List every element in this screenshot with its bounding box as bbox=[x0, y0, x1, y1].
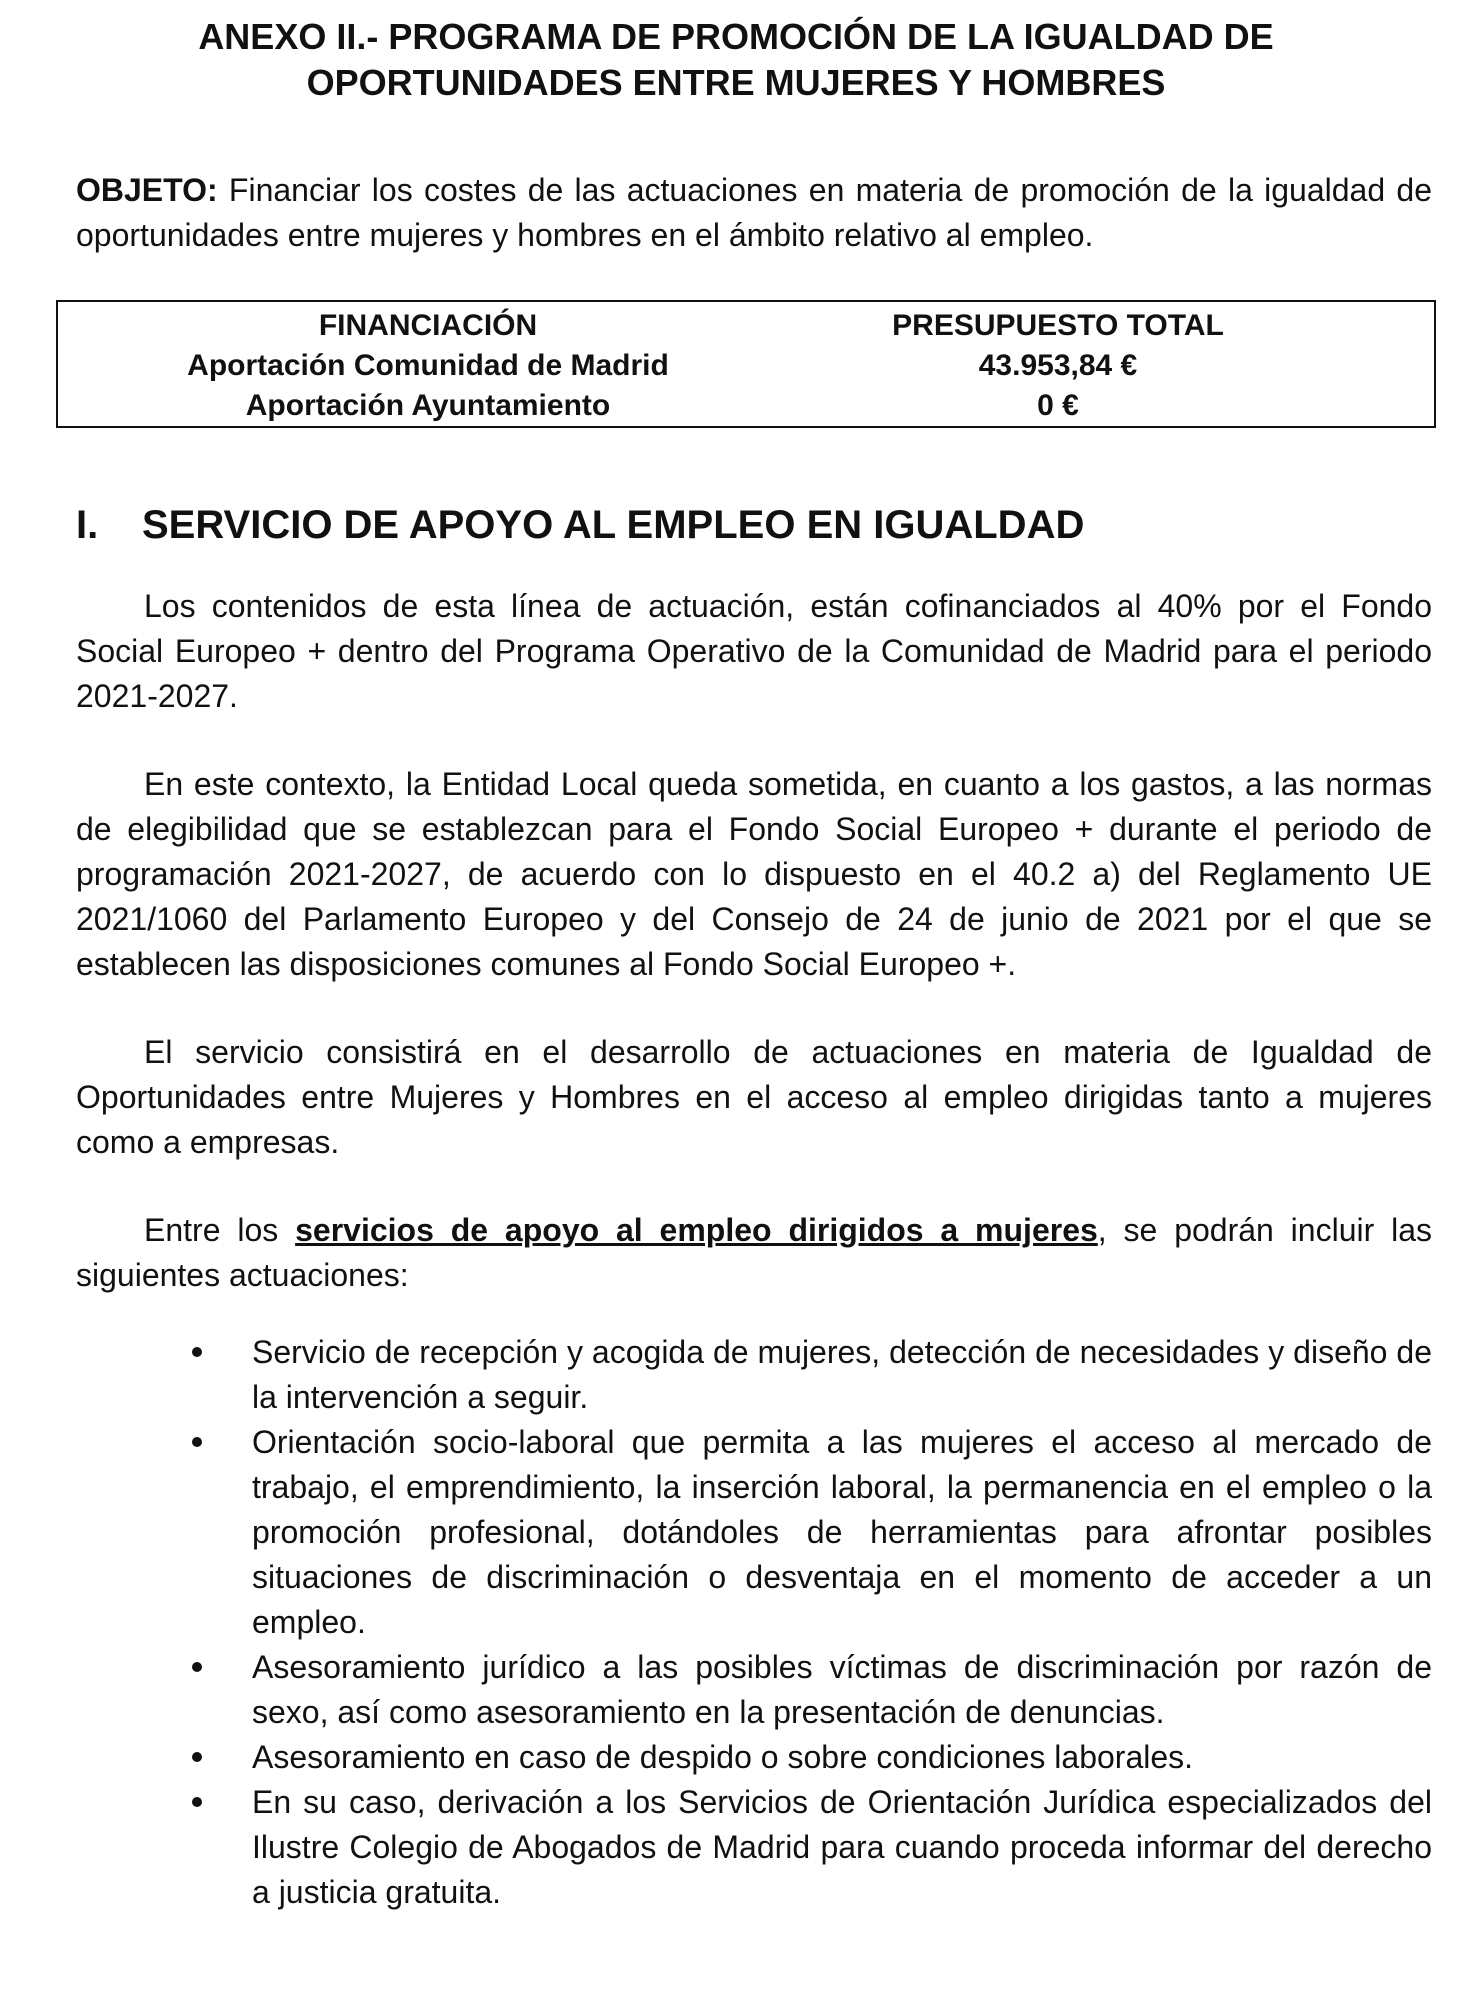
list-item-text: Orientación socio-laboral que permita a las mujeres el acceso al mercado de trabajo, el emprendimiento, la inserción laboral, la permanencia en el empleo o la promoción profesional, dotándoles de herramientas para afrontar posibles situaciones de discriminación o desventaja en el momento de acceder a un empleo. bbox=[252, 1424, 1432, 1640]
financing-row-value: 43.953,84 € bbox=[978, 349, 1138, 382]
bullet-icon bbox=[192, 1752, 202, 1762]
list-item bbox=[180, 1645, 1432, 1735]
financing-header-budget: PRESUPUESTO TOTAL bbox=[892, 309, 1224, 342]
bullet-icon bbox=[192, 1437, 202, 1447]
objeto-text: Financiar los costes de las actuaciones en materia de promoción de la igualdad de oportunidades entre mujeres y hombres en el ámbito relativo al empleo. bbox=[76, 172, 1432, 253]
list-item bbox=[180, 1420, 1432, 1645]
title-line-1: ANEXO II.- PROGRAMA DE PROMOCIÓN DE LA IGUALDAD DE bbox=[198, 16, 1274, 57]
section-number: I. bbox=[76, 503, 99, 547]
services-intro-after: , se podrán incluir las siguientes actuaciones: bbox=[76, 1212, 1433, 1293]
services-list bbox=[180, 1330, 1432, 1915]
list-item bbox=[180, 1735, 1432, 1780]
list-item-text: Servicio de recepción y acogida de mujeres, detección de necesidades y diseño de la intervención a seguir. bbox=[252, 1334, 1432, 1415]
paragraph-service: El servicio consistirá en el desarrollo de actuaciones en materia de Igualdad de Oportunidades entre Mujeres y Hombres en el acceso al empleo dirigidas tanto a mujeres como a empresas. bbox=[76, 1034, 1432, 1160]
financing-row bbox=[58, 346, 1434, 386]
list-item bbox=[180, 1780, 1432, 1915]
services-intro-before: Entre los bbox=[144, 1212, 296, 1248]
paragraph-services-intro bbox=[76, 1208, 1432, 1298]
objeto-paragraph bbox=[76, 168, 1432, 258]
financing-table bbox=[56, 300, 1436, 428]
paragraph-cofinancing: Los contenidos de esta línea de actuación, están cofinanciados al 40% por el Fondo Social Europeo + dentro del Programa Operativo de la Comunidad de Madrid para el periodo 2021-2027. bbox=[76, 588, 1432, 714]
financing-header-row bbox=[58, 306, 1434, 346]
financing-row-label: Aportación Ayuntamiento bbox=[245, 389, 611, 422]
financing-header-label: FINANCIACIÓN bbox=[318, 309, 538, 342]
objeto-label: OBJETO: bbox=[76, 172, 218, 208]
financing-row-label: Aportación Comunidad de Madrid bbox=[187, 349, 669, 382]
financing-row bbox=[58, 386, 1434, 426]
bullet-icon bbox=[192, 1347, 202, 1357]
section-title: SERVICIO DE APOYO AL EMPLEO EN IGUALDAD bbox=[142, 503, 1085, 547]
document-title bbox=[60, 14, 1412, 106]
list-item-text: En su caso, derivación a los Servicios de Orientación Jurídica especializados del Ilustre Colegio de Abogados de Madrid para cuando proceda informar del derecho a justicia gratuita. bbox=[252, 1784, 1432, 1910]
services-intro-emphasis: servicios de apoyo al empleo dirigidos a mujeres bbox=[295, 1212, 1098, 1248]
financing-row-value: 0 € bbox=[1037, 389, 1079, 422]
bullet-icon bbox=[192, 1662, 202, 1672]
title-line-2: OPORTUNIDADES ENTRE MUJERES Y HOMBRES bbox=[306, 62, 1166, 103]
paragraph-context: En este contexto, la Entidad Local queda sometida, en cuanto a los gastos, a las normas de elegibilidad que se establezcan para el Fondo Social Europeo + durante el periodo de programación 2021-2027, de acuerdo con lo dispuesto en el 40.2 a) del Reglamento UE 2021/1060 del Parlamento Europeo y del Consejo de 24 de junio de 2021 por el que se establecen las disposiciones comunes al Fondo Social Europeo +. bbox=[76, 766, 1432, 982]
section-heading bbox=[76, 500, 1084, 550]
bullet-icon bbox=[192, 1797, 202, 1807]
list-item-text: Asesoramiento en caso de despido o sobre condiciones laborales. bbox=[252, 1739, 1194, 1775]
list-item-text: Asesoramiento jurídico a las posibles víctimas de discriminación por razón de sexo, así como asesoramiento en la presentación de denuncias. bbox=[252, 1649, 1432, 1730]
list-item bbox=[180, 1330, 1432, 1420]
